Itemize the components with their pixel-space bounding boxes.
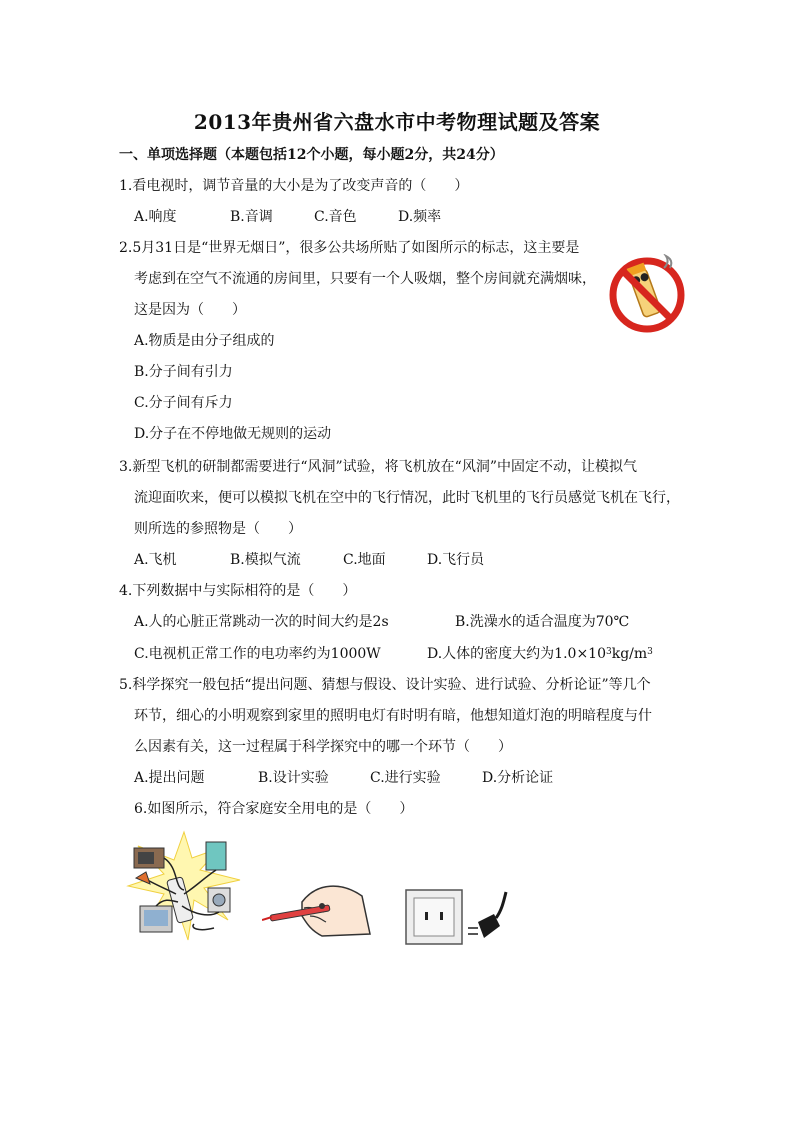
q5-option-c: C.进行实验	[370, 770, 441, 786]
q4-option-d-exponent: 3	[606, 647, 612, 657]
no-smoking-icon	[606, 254, 688, 334]
question-3-stem-line1: 3.新型飞机的研制都需要进行“风洞”试验，将飞机放在“风洞”中固定不动，让模拟气	[119, 459, 637, 475]
q2-option-c: C.分子间有斥力	[134, 395, 233, 411]
question-2-stem-line3: 这是因为（ ）	[134, 302, 246, 318]
q5-option-a: A.提出问题	[134, 770, 205, 786]
question-5-stem-line1: 5.科学探究一般包括“提出问题、猜想与假设、设计实验、进行试验、分析论证”等几个	[119, 677, 651, 693]
q1-option-c: C.音色	[314, 209, 357, 225]
q4-option-a: A.人的心脏正常跳动一次的时间大约是2s	[134, 614, 389, 630]
q1-option-d: D.频率	[398, 209, 442, 225]
question-2-stem-line2: 考虑到在空气不流通的房间里，只要有一个人吸烟，整个房间就充满烟味，	[134, 271, 596, 287]
q4-option-d-unit-exponent: 3	[647, 647, 653, 657]
question-5-stem-line2: 环节，细心的小明观察到家里的照明电灯有时明有暗，他想知道灯泡的明暗程度与什	[134, 708, 652, 724]
q3-option-a: A.飞机	[134, 552, 177, 568]
q4-option-b: B.洗澡水的适合温度为70℃	[455, 614, 630, 630]
q2-option-b: B.分子间有引力	[134, 364, 233, 380]
q5-option-d: D.分析论证	[482, 770, 554, 786]
q3-option-c: C.地面	[343, 552, 386, 568]
test-pen-picture	[262, 872, 372, 944]
q5-option-b: B.设计实验	[258, 770, 329, 786]
question-1-stem: 1.看电视时，调节音量的大小是为了改变声音的（ ）	[119, 178, 469, 194]
q2-option-a: A.物质是由分子组成的	[134, 333, 275, 349]
q4-option-c: C.电视机正常工作的电功率约为1000W	[134, 646, 381, 662]
q4-option-d-unit: kg/m	[611, 646, 648, 662]
page-title: 2013年贵州省六盘水市中考物理试题及答案	[193, 110, 601, 134]
question-2-stem-line1: 2.5月31日是“世界无烟日”，很多公共场所贴了如图所示的标志，这主要是	[119, 240, 580, 256]
q1-option-a: A.响度	[134, 209, 177, 225]
question-4-stem: 4.下列数据中与实际相符的是（ ）	[119, 583, 357, 599]
overloaded-socket-picture	[124, 828, 244, 944]
wall-socket-plug-picture	[404, 888, 508, 948]
q4-option-d	[427, 645, 653, 663]
question-3-stem-line2: 流迎面吹来，便可以模拟飞机在空中的飞行情况，此时飞机里的飞行员感觉飞机在飞行，	[134, 490, 680, 506]
question-6-stem: 6.如图所示，符合家庭安全用电的是（ ）	[134, 801, 414, 817]
q4-option-d-text: D.人体的密度大约为1.0×10	[427, 646, 606, 662]
q3-option-b: B.模拟气流	[230, 552, 301, 568]
q3-option-d: D.飞行员	[427, 552, 485, 568]
q2-option-d: D.分子在不停地做无规则的运动	[134, 426, 332, 442]
question-3-stem-line3: 则所选的参照物是（ ）	[134, 521, 302, 537]
section-heading: 一、单项选择题（本题包括12个小题，每小题2分，共24分）	[119, 147, 504, 163]
q1-option-b: B.音调	[230, 209, 273, 225]
question-5-stem-line3: 么因素有关，这一过程属于科学探究中的哪一个环节（ ）	[134, 739, 512, 755]
